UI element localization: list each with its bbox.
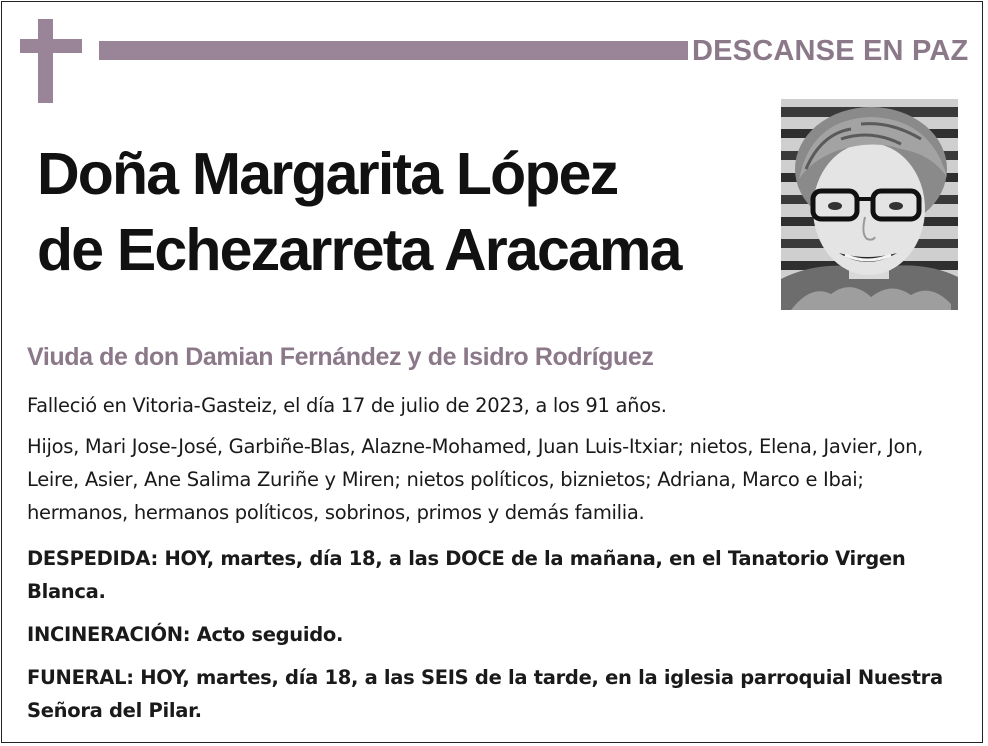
cremation-notice: INCINERACIÓN: Acto seguido. (27, 623, 344, 646)
header-rule (99, 41, 688, 60)
name-line-2: de Echezarreta Aracama (37, 217, 681, 283)
cross-icon-vertical (38, 19, 53, 103)
obituary-card (1, 1, 983, 743)
cross-icon-horizontal (20, 39, 82, 53)
name-line-1: Doña Margarita López (37, 141, 618, 207)
family-list: Hijos, Mari Jose-José, Garbiñe-Blas, Alazne-Mohamed, Juan Luis-Itxiar; nietos, Elena, Javier, Jon, Leire, Asier, Ane Salima Zuriñe y Miren; nietos políticos, biznietos; Adriana, Marco e Ibai; hermanos, hermanos políticos, sobrinos, primos y demás familia. (27, 435, 924, 524)
deceased-name (37, 136, 681, 288)
portrait-photo (781, 99, 958, 310)
funeral-notice: FUNERAL: HOY, martes, día 18, a las SEIS de la tarde, en la iglesia parroquial Nuestra Señora del Pilar. (27, 666, 943, 722)
portrait-photo-image (781, 99, 958, 310)
rip-tagline: DESCANSE EN PAZ (692, 35, 969, 67)
death-notice: Falleció en Vitoria-Gasteiz, el día 17 de julio de 2023, a los 91 años. (27, 394, 667, 417)
widow-subtitle: Viuda de don Damian Fernández y de Isidro Rodríguez (27, 343, 654, 371)
farewell-notice: DESPEDIDA: HOY, martes, día 18, a las DOCE de la mañana, en el Tanatorio Virgen Blanca. (27, 547, 906, 603)
